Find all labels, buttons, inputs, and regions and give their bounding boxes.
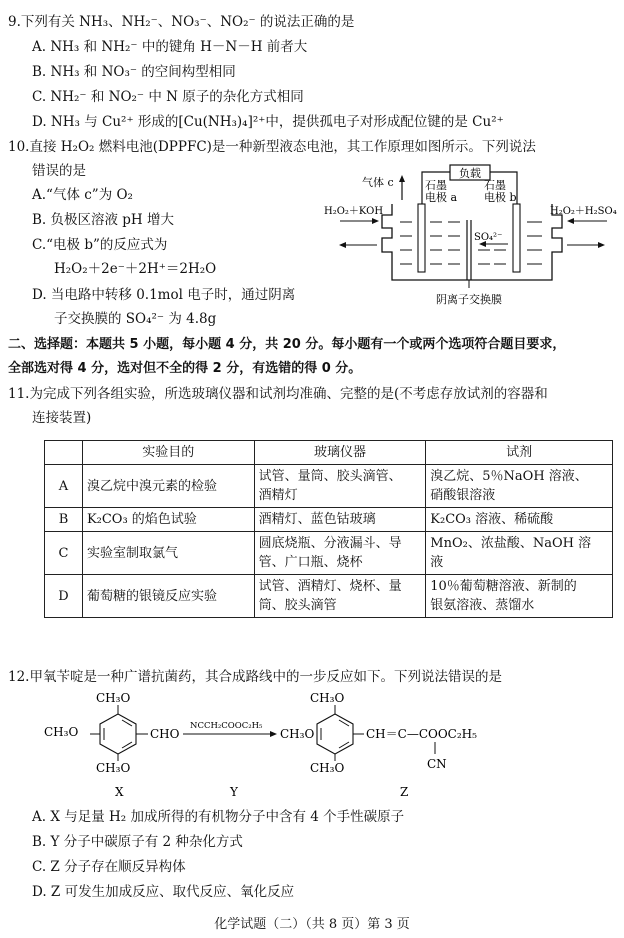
row-glass [254, 532, 426, 575]
q10-option-b: B. 负极区溶液 pH 增大 [32, 212, 175, 228]
label-z: Z [400, 785, 409, 799]
fuel-cell-diagram [322, 160, 622, 310]
x-ome-bottom: CH₃O [96, 761, 131, 775]
electrode-a [418, 204, 425, 272]
q12-option-a: A. X 与足量 H₂ 加成所得的有机物分子中含有 4 个手性碳原子 [32, 809, 405, 825]
q9-option-d: D. NH₃ 与 Cu²⁺ 形成的[Cu(NH₃)₄]²⁺中，提供孤电子对形成配位键的是 Cu²⁺ [32, 114, 504, 130]
q9-option-a: A. NH₃ 和 NH₂⁻ 中的键角 H－N－H 前者大 [32, 39, 308, 55]
row-purpose: 溴乙烷中溴元素的检验 [82, 465, 254, 508]
label-x: X [115, 785, 124, 799]
electrode-a-label2: 电极 a [425, 191, 458, 204]
x-ome-left: CH₃O [44, 725, 79, 739]
reagent-line: 银氨溶液、蒸馏水 [430, 598, 535, 613]
table-header: 玻璃仪器 [254, 441, 426, 465]
q10-option-c: C.“电极 b”的反应式为 [32, 237, 168, 253]
load-label: 负载 [459, 167, 481, 180]
label-y: Y [230, 785, 238, 799]
z-side-chain: CH＝C—COOC₂H₅ [366, 727, 477, 741]
table-row [45, 508, 613, 532]
row-glass [254, 575, 426, 618]
row-label: C [45, 532, 83, 575]
q9-stem: 9.下列有关 NH₃、NH₂⁻、NO₃⁻、NO₂⁻ 的说法正确的是 [8, 14, 355, 30]
gas-c-label: 气体 c [362, 176, 394, 189]
q12-option-d: D. Z 可发生加成反应、取代反应、氧化反应 [32, 884, 295, 900]
page-footer: 化学试题（二）（共 8 页）第 3 页 [214, 917, 410, 932]
table-header-row [45, 441, 613, 465]
z-benzene-ring [317, 714, 353, 754]
table-header [45, 441, 83, 465]
reagent-label: NCCH₂COOC₂H₅ [190, 721, 263, 731]
z-ome-left: CH₃O [280, 727, 315, 741]
section2-heading-cont: 全部选对得 4 分，选对但不全的得 2 分，有选错的得 0 分。 [8, 361, 362, 376]
x-benzene-ring [100, 714, 136, 754]
table-header: 实验目的 [82, 441, 254, 465]
q11-stem-cont: 连接装置) [32, 410, 92, 426]
electrode-a-label1: 石墨 [425, 179, 447, 192]
reagent-line: 液 [430, 555, 444, 570]
q9-option-b: B. NH₃ 和 NO₃⁻ 的空间构型相同 [32, 64, 236, 80]
right-input-label: H₂O₂＋H₂SO₄ [550, 206, 617, 217]
row-reagent [426, 465, 613, 508]
table-row [45, 532, 613, 575]
q11-table [44, 440, 613, 618]
q9-option-c: C. NH₂⁻ 和 NO₂⁻ 中 N 原子的杂化方式相同 [32, 89, 304, 105]
section2-heading: 二、选择题：本题共 5 小题，每小题 4 分，共 20 分。每小题有一个或两个选项符合题目要求， [8, 337, 566, 352]
row-purpose: 葡萄糖的银镜反应实验 [82, 575, 254, 618]
electrode-b-label1: 石墨 [484, 179, 506, 192]
reagent-line: K₂CO₃ 溶液、稀硫酸 [430, 512, 554, 527]
x-ome-top: CH₃O [96, 691, 131, 705]
glass-line: 筒、胶头滴管 [258, 598, 337, 613]
reaction-scheme [30, 690, 620, 802]
z-ome-bottom: CH₃O [310, 761, 345, 775]
q12-option-b: B. Y 分子中碳原子有 2 种杂化方式 [32, 834, 243, 850]
row-reagent [426, 532, 613, 575]
reagent-line: 溴乙烷、5％NaOH 溶液、 [430, 469, 588, 484]
z-ome-top: CH₃O [310, 691, 345, 705]
row-glass [254, 508, 426, 532]
q10-option-d-cont: 子交换膜的 SO₄²⁻ 为 4.8g [54, 311, 217, 327]
row-glass [254, 465, 426, 508]
q11-stem: 11.为完成下列各组实验，所选玻璃仪器和试剂均准确、完整的是(不考虑存放试剂的容器和 [8, 386, 548, 402]
row-label: D [45, 575, 83, 618]
x-cho: CHO [150, 727, 180, 741]
glass-line: 试管、量筒、胶头滴管、 [258, 469, 402, 484]
row-purpose: K₂CO₃ 的焰色试验 [82, 508, 254, 532]
row-label: B [45, 508, 83, 532]
q10-option-a: A.“气体 c”为 O₂ [32, 187, 133, 203]
electrode-b [513, 204, 520, 272]
q10-option-c-equation: H₂O₂＋2e⁻＋2H⁺＝2H₂O [54, 261, 217, 277]
table-header: 试剂 [426, 441, 613, 465]
q10-stem-cont: 错误的是 [32, 163, 86, 179]
sulfate-ion-label: SO₄²⁻ [474, 232, 503, 243]
glass-line: 圆底烧瓶、分液漏斗、导 [258, 536, 402, 551]
q10-option-d: D. 当电路中转移 0.1mol 电子时，通过阴离 [32, 287, 296, 303]
q10-stem: 10.直接 H₂O₂ 燃料电池(DPPFC)是一种新型液态电池，其工作原理如图所示。下列说法 [8, 139, 536, 155]
glass-line: 酒精灯、蓝色钴玻璃 [258, 512, 376, 527]
left-input-label: H₂O₂＋KOH [324, 206, 384, 217]
glass-line: 试管、酒精灯、烧杯、量 [258, 579, 402, 594]
row-purpose: 实验室制取氯气 [82, 532, 254, 575]
electrode-b-label2: 电极 b [484, 191, 517, 204]
row-reagent [426, 575, 613, 618]
cell-outline [382, 204, 562, 280]
reagent-line: 10％葡萄糖溶液、新制的 [430, 579, 577, 594]
q12-option-c: C. Z 分子存在顺反异构体 [32, 859, 186, 875]
glass-line: 管、广口瓶、烧杯 [258, 555, 363, 570]
reagent-line: MnO₂、浓盐酸、NaOH 溶 [430, 536, 592, 551]
table-row [45, 575, 613, 618]
glass-line: 酒精灯 [258, 488, 298, 503]
row-label: A [45, 465, 83, 508]
reagent-line: 硝酸银溶液 [430, 488, 496, 503]
membrane-label: 阴离子交换膜 [436, 293, 502, 306]
z-cn: CN [427, 757, 447, 771]
row-reagent [426, 508, 613, 532]
q12-stem: 12.甲氧苄啶是一种广谱抗菌药，其合成路线中的一步反应如下。下列说法错误的是 [8, 669, 502, 685]
table-row [45, 465, 613, 508]
